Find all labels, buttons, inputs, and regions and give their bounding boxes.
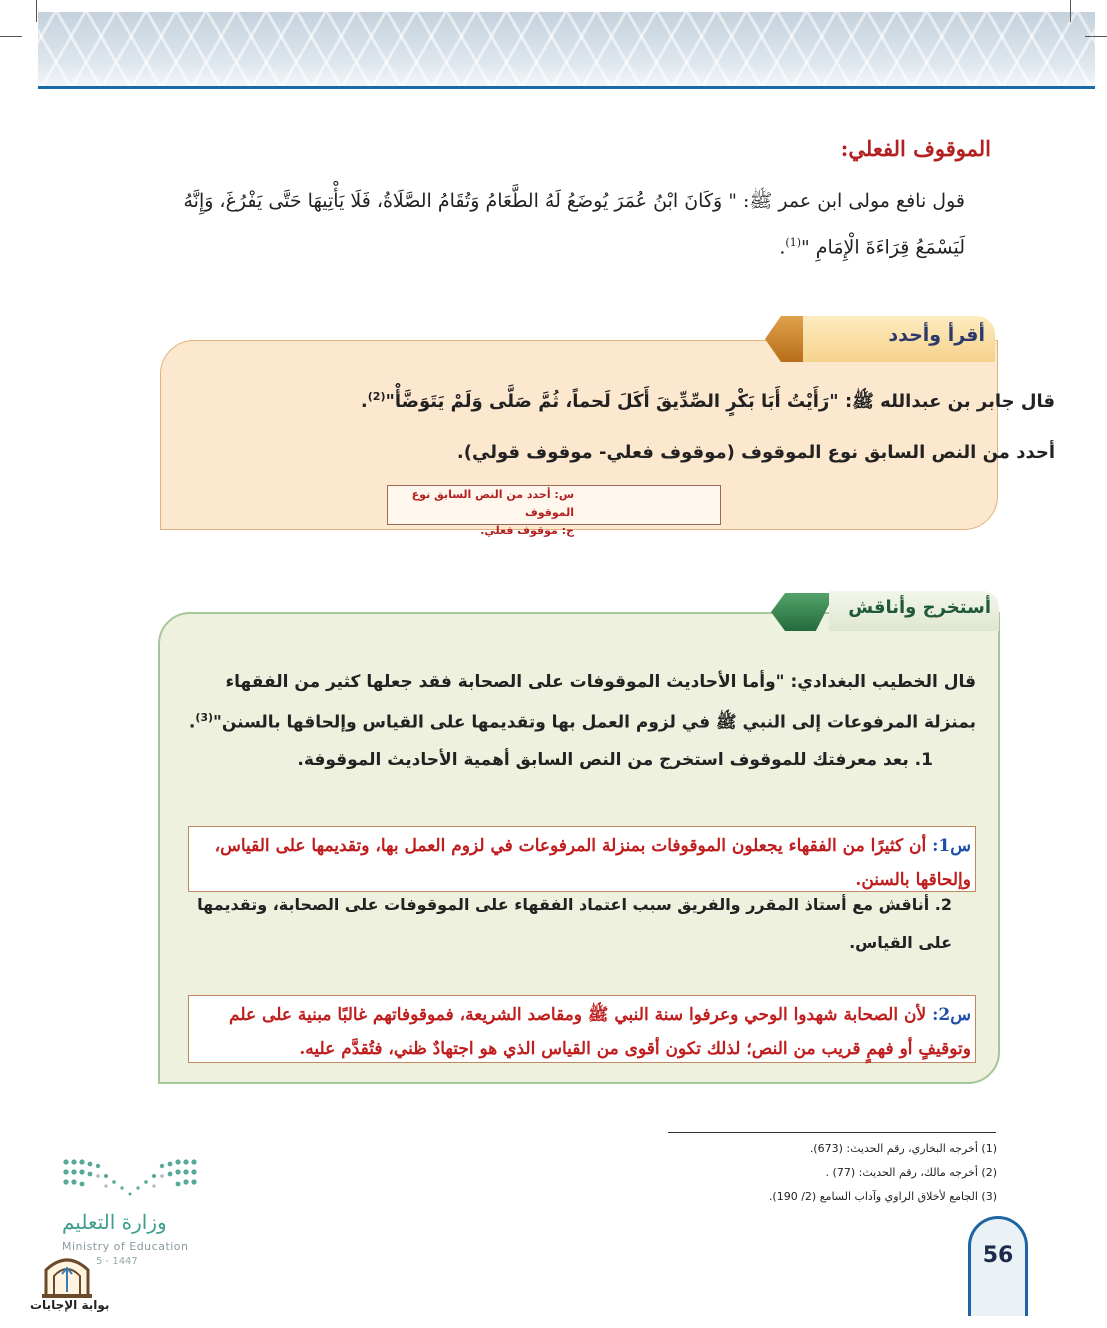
ministry-name-ar: وزارة التعليم: [62, 1210, 167, 1234]
answer-box: [387, 485, 721, 537]
answer-text: أن كثيرًا من الفقهاء يجعلون الموقوفات بمنزلة المرفوعات في لزوم العمل بها، وتقديمها على القياس، وإلحاقها بالسنن.: [214, 836, 971, 890]
crop-mark: [1085, 36, 1107, 37]
footnote-ref: (1): [785, 236, 801, 249]
ministry-name-en: Ministry of Education: [62, 1240, 189, 1253]
answer-text: لأن الصحابة شهدوا الوحي وعرفوا سنة النبي ﷺ ومقاصد الشريعة، فموقوفاتهم غالبًا مبنية على علم وتوقيفٍ أو فهمٍ قريب من النص؛ لذلك تكون أقوى من القياس الذي هو اجتهادٌ ظني، فتُقدَّم عليه.: [229, 1005, 971, 1059]
answer-number: س2:: [932, 1005, 971, 1025]
ministry-logo-icon: [62, 1156, 198, 1198]
footnote: (3) الجامع لأخلاق الراوي وآداب السامع (2/ 190).: [768, 1190, 997, 1203]
crop-mark: [36, 0, 37, 22]
footnote-ref: (3): [195, 711, 214, 724]
activity-quote: قال جابر بن عبدالله ﷺ: "رَأَيْتُ أَبَا بَكْرٍ الصِّدِّيقَ أَكَلَ لَحماً، ثُمَّ صَلَّى وَلَمْ يَتَوَضَّأْ"$^{(2)}$.: [360, 390, 1055, 412]
ministry-year: 5 - 1447: [96, 1256, 138, 1267]
section-text: قول نافع مولى ابن عمر ﷺ: " وَكَانَ ابْنُ عُمَرَ يُوضَعُ لَهُ الطَّعَامُ وَتُقَامُ الصَّلَاةُ، فَلَا يَأْتِيهَا حَتَّى يَفْرُغَ، وَإِنَّهُ لَيَسْمَعُ قِرَاءَةَ الْإِمَامِ "$^{(1)}$.: [183, 190, 965, 259]
answer-text: ج: موقوف فعلي.: [480, 524, 574, 537]
portal-label: بوابة الإجابات: [30, 1298, 110, 1312]
footnote-rule: [668, 1132, 996, 1133]
footnote-ref: (2): [367, 390, 386, 403]
activity-tab: [829, 591, 999, 631]
activity-quote: قال الخطيب البغدادي: "وأما الأحاديث الموقوفات على الصحابة فقد جعلها كثير من الفقهاء بمنزلة المرفوعات إلى النبي ﷺ في لزوم العمل بها وتقديمها على القياس وإلحاقها بالسنن"$^{(3)}$.: [188, 672, 976, 733]
answer-number: س1:: [932, 836, 971, 856]
activity-label: أقرأ وأحدد: [888, 324, 985, 346]
page-number: [968, 1216, 1028, 1316]
activity-label: أستخرج وأناقش: [848, 597, 991, 618]
section-text-line1: قول نافع مولى ابن عمر ﷺ: " وَكَانَ ابْنُ عُمَرَ يُوضَعُ لَهُ الطَّعَامُ وَتُقَامُ الصَّلَاةُ، فَلَا يَأْتِيهَا حَتَّى يَفْرُغَ، وَإِنَّهُ: [183, 190, 965, 212]
page-number-label: 56: [982, 1243, 1014, 1268]
footnote: (1) أخرجه البخاري، رقم الحديث: (673).: [809, 1142, 997, 1155]
answer-question: س: أحدد من النص السابق نوع الموقوف: [411, 488, 574, 519]
section-title: الموقوف الفعلي:: [840, 136, 991, 161]
footnote: (2) أخرجه مالك، رقم الحديث: (77) .: [825, 1166, 997, 1179]
activity-question: أحدد من النص السابق نوع الموقوف (موقوف فعلي- موقوف قولي).: [456, 442, 1055, 463]
answer-box-1: [188, 826, 976, 892]
header-rule: [38, 86, 1095, 89]
footnotes: [597, 1137, 997, 1209]
header-banner: [38, 12, 1095, 86]
answer-box-2: [188, 995, 976, 1063]
question-2: 2. أناقش مع أستاذ المقرر والفريق سبب اعتماد الفقهاء على الموقوفات على الصحابة، وتقديمها على القياس.: [197, 895, 952, 952]
section-text-line2: لَيَسْمَعُ قِرَاءَةَ الْإِمَامِ ": [800, 236, 965, 259]
crop-mark: [0, 36, 22, 37]
crop-mark: [1070, 0, 1071, 22]
activity-tab: [803, 316, 995, 362]
question-1: 1. بعد معرفتك للموقوف استخرج من النص السابق أهمية الأحاديث الموقوفة.: [297, 750, 933, 770]
